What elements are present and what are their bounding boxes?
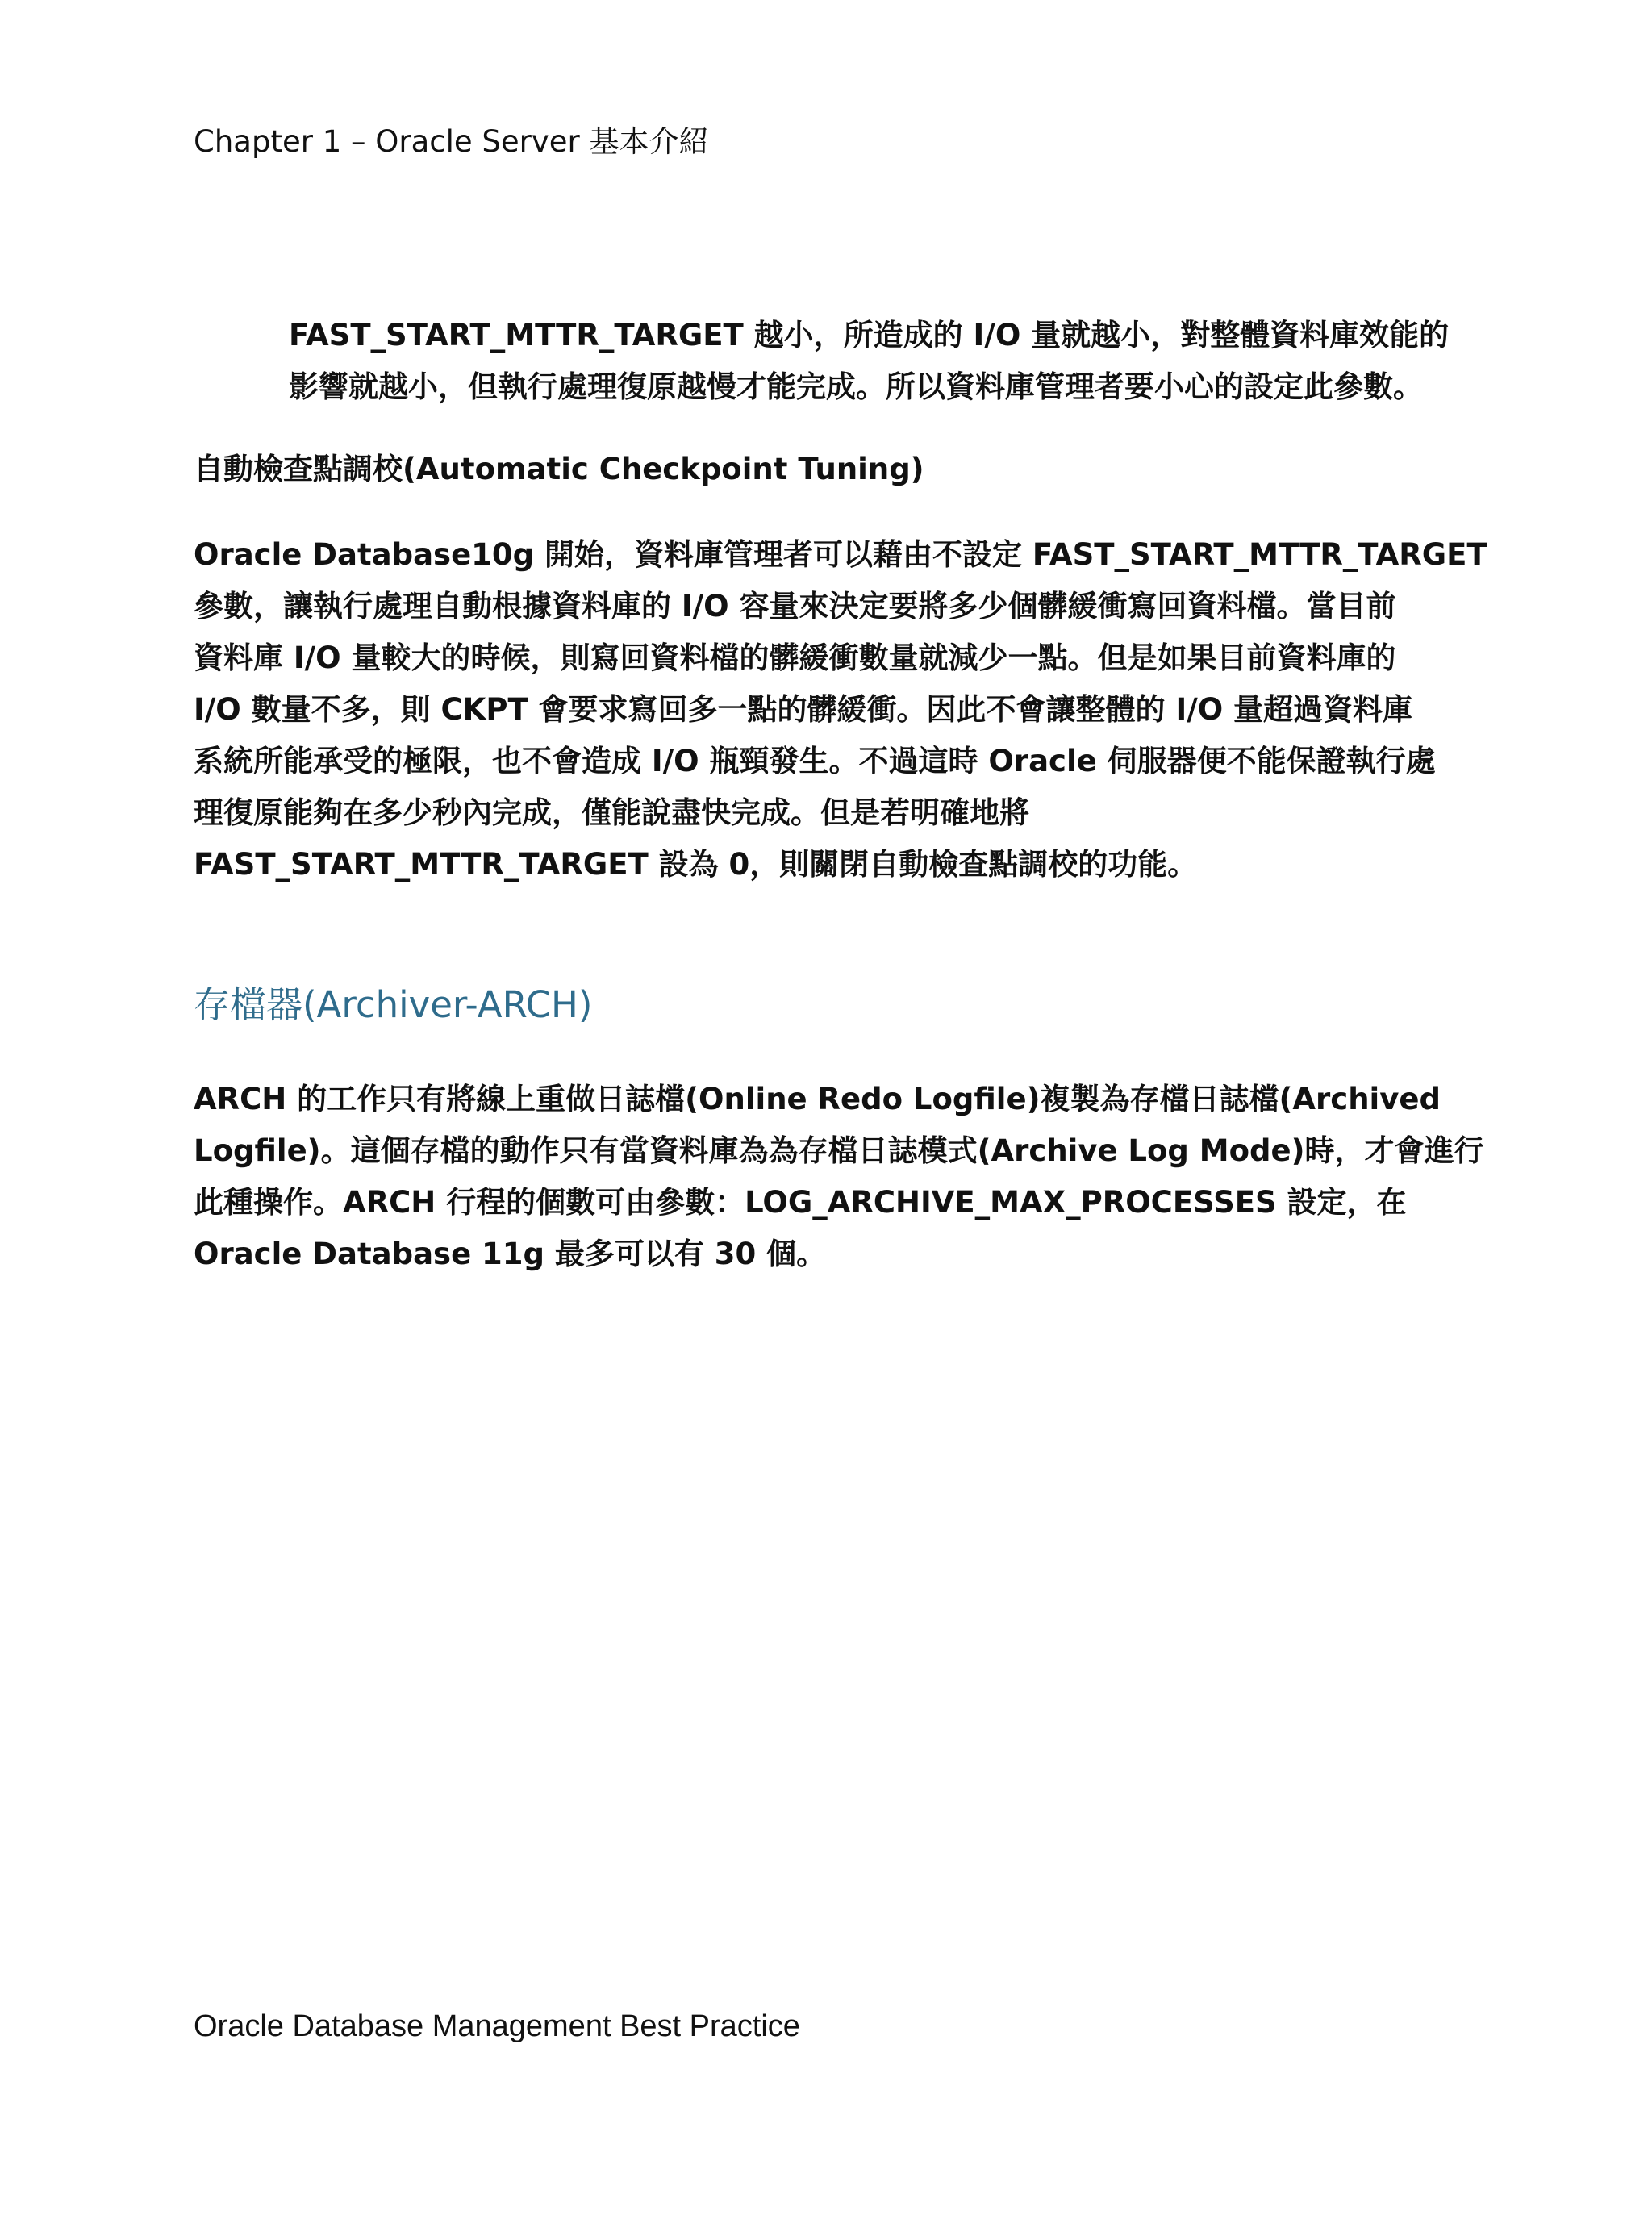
paragraph-line: 此種操作。ARCH 行程的個數可由參數：LOG_ARCHIVE_MAX_PROCESSES 設定，在	[194, 1185, 1407, 1220]
paragraph-line: I/O 數量不多，則 CKPT 會要求寫回多一點的髒緩衝。因此不會讓整體的 I/O 量超過資料庫	[194, 692, 1413, 727]
checkpoint-tuning-paragraph	[194, 529, 1500, 891]
page-header: Chapter 1 – Oracle Server 基本介紹	[194, 124, 709, 159]
paragraph-line: ARCH 的工作只有將線上重做日誌檔(Online Redo Logfile)複製為存檔日誌檔(Archived	[194, 1082, 1441, 1116]
paragraph-line: 系統所能承受的極限，也不會造成 I/O 瓶頸發生。不過這時 Oracle 伺服器便不能保證執行處	[194, 744, 1436, 778]
paragraph-line: FAST_START_MTTR_TARGET 設為 0，則關閉自動檢查點調校的功能。	[194, 847, 1198, 882]
paragraph-line: 理復原能夠在多少秒內完成，僅能說盡快完成。但是若明確地將	[194, 795, 1029, 830]
archiver-paragraph	[194, 1074, 1500, 1280]
paragraph-line: Oracle Database10g 開始，資料庫管理者可以藉由不設定 FAST_START_MTTR_TARGET	[194, 537, 1487, 572]
paragraph-line: 資料庫 I/O 量較大的時候，則寫回資料檔的髒緩衝數量就減少一點。但是如果目前資料庫的	[194, 640, 1396, 675]
paragraph-line: 參數，讓執行處理自動根據資料庫的 I/O 容量來決定要將多少個髒緩衝寫回資料檔。當目前	[194, 589, 1396, 624]
intro-note	[289, 310, 1515, 413]
page-footer: Oracle Database Management Best Practice	[194, 2009, 800, 2043]
subsection-heading: 自動檢查點調校(Automatic Checkpoint Tuning)	[194, 452, 924, 486]
section-heading: 存檔器(Archiver-ARCH)	[194, 983, 593, 1026]
paragraph-line: Oracle Database 11g 最多可以有 30 個。	[194, 1237, 827, 1271]
intro-note-line: 影響就越小，但執行處理復原越慢才能完成。所以資料庫管理者要小心的設定此參數。	[289, 369, 1423, 404]
intro-note-line: FAST_START_MTTR_TARGET 越小，所造成的 I/O 量就越小，對整體資料庫效能的	[289, 318, 1450, 353]
paragraph-line: Logfile)。這個存檔的動作只有當資料庫為為存檔日誌模式(Archive Log Mode)時，才會進行	[194, 1133, 1484, 1168]
